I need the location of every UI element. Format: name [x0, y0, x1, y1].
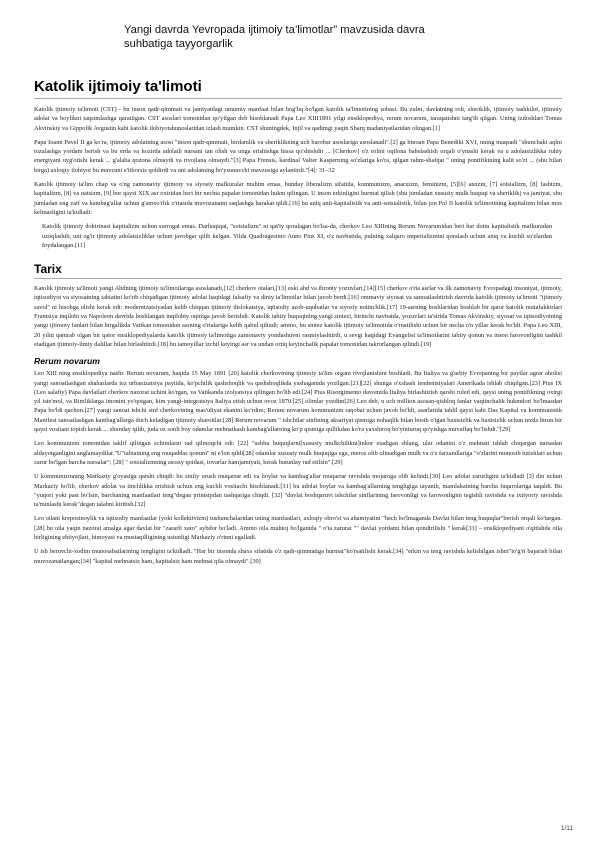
intro-paragraph: Katolik ijtimoiy ta'limoti (CST) - bu inson qadr-qimmati va jamiyatdagi umumiy manfaat bilan bog'liq bo'lgan katolik ta'limotining sohasi. Bu zulm, davlatning roli, sheriklik, ijtimoiy tashkilot, ijtimoiy adolat va boylikni taqsimlashga qaratilgan. CST asoslari tomonidan qo'yilgan deb hisoblanadi Papa Leo XIII1891 yilgi ensiklopediya, rerum novarum, taraqatishni targ'ib qilgan. Uning izdoshlari Tomas Akvinskiy va Gippolik Avgustin kabi katolik ilohiyotshunoslaridan izlash mumkin. CST shuningdek, Injil va qadimgi yaqin Sharq madaniyatlaridan olingan.[1] — [34, 106, 562, 132]
subsection-paragraph: U ish beruvchi-xodim munosabatlarining tengligini ta'kidladi. "Har bir insonda shaxs sifatida o'z qadr-qimmatiga hurmat"ko'rsatilishi kerak.[34] "erkin va teng ravishda kelishilgan ishni"to'g'ri bajarish bilan muvozanatlangan;[34] "kapital mehnatsiz ham, kapitalsiz ham mehnat qila olmaydi".[30] — [34, 548, 562, 565]
section-paragraph: Katolik ijtimoiy ta'limoti yangi Ahdning ijtimoiy ta'limotlariga asoslanadi,[12] cherkov otalari,[13] eski ahd va ibroniy yozuvlari,[14][15] cherkov o'rta asrlar va ilk zamonaviy Evropadagi insoniyat, ijtimoiy, iqtisodiyot va siyosatning tabiatini ko'rib chiqadigan ijtimoiy adolat haqidagi falsafiy va diniy ta'limotlar bilan javob berdi.[16] ommaviy siyosat va sanoatlashtirish davrida katolik ijtimoiy ta'limoti "ijtimoiy savol" ni hisobga olishi kerak edi: modernizatsiyadan kelib chiqqan ijtimoiy dislokatsiya, iqtisodiy azob-uqubatlar va siyosiy notinchlik.[17] 19-asrning boshlaridan boshlab bir qator katolik mutafakkirlari Frantsiya inqilobi va Napoleon davrida boshlangan inqilobiy oqimga javob berishdi. Katolik tabiiy huquqining yangi sintezi, birinchi navbatda, yozuvlari ta'sirida Tomas Akvinskiy, siyosat va iqtisodiyotning yangi ijtimoiy fanlari bilan birgalikda Vatikan tomonidan asrning o'rtalariga kelib qabul qilindi; ammo, bu sintez katolik ijtimoiy ta'limotida o'rnatilishi uchun bir necha o'n yillar kerak bo'ldi. Papa Leo XIII, 20 yilni qamrab olgan bir qator ensiklopediyalarda katolik ijtimoiy ta'limotiga zamonaviy yondashuvni rasmiylashtirdi, u sevgi haqidagi Evangelist ta'limotlarini tabiiy qonun va inson farovonligini tashkil etadigan ijtimoiy-ilmiy dalillar bilan birlashtirdi.[18] bu tamoyillar izchil keyingi asr va undan ortiq keyinchalik papalar tomonidan takrorlangan qilindi.[19] — [34, 285, 562, 348]
section-heading: Tarix — [34, 262, 562, 279]
subsection-paragraph: Leo kommunizm tomonidan taklif qilingan echimlarni rad qilmoqchi edi: [22] "ushbu huquqlarni[xususiy mulkchilikni]inkor etadigan shlang, ular odamni o'z mehnati ishlab chiqargan narsadan aldayotganligini anglamaydilar."U"tabiatning eng muqaddas qonuni" ni e'lon qildi[28] odamlar xususiy mulk huquqiga ega, meros olib olinadigan mulk va o'z farzandlariga "o'zlarini munosib tutishlari uchun zarur bo'lgan barcha narsalar"; [28] " sotsializmning asosiy qoidasi, tovarlar hamjamiyati, kerak butunlay rad etilsin".[29] — [34, 440, 562, 466]
intro-paragraph: Katolik ijtimoiy ta'lim chap va o'ng zamonaviy ijtimoiy va siyosiy mafkuralar muhim emas, bunday liberalizm sifatida, kommunizm, anarxizm, feminizm, [5][6] ateizm, [7] sotsializm, [8] fashizm, kapitalizm, [8] va natsizm, [9] bor qaysi XIX asr oxiridan beri bir nechta papalar tomonidan hukm qilingan. U inson erkinligini hurmat qilish (shu jumladan xususiy mulk huquqi va sheriklik) va jamiyat, shu jumladan eng zaif va kambag'allar uchun g'amxo'rlik o'rtasida muvozanatni saqlashga harakat qildi.[16] bu aniq anti-kapitalistik va anti-sotsialistik, bilan jon Pol II katolik ta'limotining kapitalizm bilan mos kelmasligini ta'kidladi: — [34, 181, 562, 216]
article-title: Katolik ijtimoiy ta'limoti — [34, 78, 562, 99]
subsection-paragraph: Leo XIII ning ensiklopediya nashr. Rerum novarum, haqida 15 May 1891 [20] katolik cherkovining ijtimoiy ta'lim organi rivojlanishini boshladi. Bu Italiya va g'arbiy Evropaning bir paytlar agrar aholisi yangi sanoatlashgan shaharlarda tez urbanizatsiya paytida, ko'pchilik qashshoqlik va qashshoqlikda yashaganida yozilgan.[21][22] shunga o'xshash tendentsiyalari Amerikada ishlab chiqilgan.[23] Pius IX (Leo salafiy) Papa davlatlari cherkov nazorat uchini ko'rgan, va Vatikanda izolyatsiya qilingan bo'lib edi.[24] Pius Risorgimento davomida Italiya birlashtirish qarshi ruled edi, qaysi uning pontifikning oxirgi yil iste'mol, va Rimliklarga imonini yo'qotgan, kim yangi-integratsiya Italiya etish uchun ovoz 1870.[25] olimlar yozdim[26] Leo deb, u uch million asosan-qishloq fanlar vaqtinchalik hukmdori bo'lmasdan Papa bo'ldi qachon.[27] yangi sanoat ishchi sinf cherkovining mas'uliyat ekanini ko'rdim; Rerum novarum kommunizm raqobat uchun javob bo'ldi, asarlarida tahlil qaysi kabi Das Kapital va kommunistik Manifest sanoatlashgan kambag'allarga duch keladigan ijtimoiy sharoitlar.[28] Rerum novarum " ishchilar sinfining aksariyat qismiga nohaqlik bilan bosib o'tgan baxtsizlik va baxtsizlik uchun tezda birun bir qaysi vositani topish kerak ... shunday qilib, juda oz sonli boy odamlar mehnatkash kambag'allarning ko'p qismiga qullikdan ko'ra yaxshiroq bo'yinturuq qo'yishga muvaffaq bo'lishdi."[29] — [34, 370, 562, 434]
article-body — [34, 78, 562, 571]
subsection-paragraph: Leo oilani krepostnoylik va iqtisodiy manfaatlar (yoki kollektivizm) tushunchalaridan uning manfaatlari, axloqiy obro'si va ahamiyatini "hech bo'lmaganda Davlat bilan teng huquqlar"berish orqali ko'targan.[28] bu oila yaqin nazorat amalga agar davlat bir "zararli xato" aybdor bo'ladi. Ammo oila muhtoj bo'lganida " o'ta zarurat "" davlat yordami bilan qondirilishi " kerak[33] – ensiklopediyani o'qitishda oila birligining ehtiyojlari, himoyasi va mustaqilligining ustunligi Markaziy o'rinni egalladi. — [34, 515, 562, 541]
quote-block: Katolik ijtimoiy doktrinasi kapitalizm uchun surrogat emas. Darhaqiqat, "sotsializm" ni qat'iy qoralagan bo'lsa-da, cherkov Leo XIIIning Rerum Novarumidan beri har doim kapitalistik mafkuradan uzoqlashib, uni og'ir ijtimoiy adolatsizliklar uchun javobgar qilib kelgan. Yilda Quadragesimo Anno Pius XI, o'z navbatida, pulning xalqaro imperializmini qoralash uchun aniq va kuchli so'zlardan foydalangan.[11] — [42, 223, 552, 249]
intro-paragraph: Papa Ioann Pavel II ga ko'ra, ijtimoiy adolatning asosi "inson qadr-qimmati, birdamlik va sheriklikning uch barobar asoslariga asoslanadi".[2] ga binoan Papa Benedikt XVI, uning maqsadi "shunchaki aqlni tozalashga yordam berish va bu erda va hozirda adolatli narsani tan olish va unga erishishga hissa qo'shishdir ... [Cherkov] o'z rolini oqilona bahslashish orqali o'ynashi kerak va u adolatsizlikka ruhiy energiyani uyg'otishi kerak ... g'alaba qozona olmaydi va rivojlana olmaydi."[3] Papa Frensis, kardinal Valter Kasperning so'zlariga ko'ra, qilgan rahm-shafqat " uning pontifikining kalit so'zi ... (shu bilan birga) axloqiy ilohiyot bu mavzuni e'tiborsiz qoldirdi va uni adolatning bo'ysunuvchi mavzusiga aylantirdi."[4]: 31–32 — [34, 138, 562, 174]
subsection-heading: Rerum novarum — [34, 356, 100, 367]
document-header: Yangi davrda Yevropada ijtimoiy ta’limotlar” mavzusida davra suhbatiga tayyorgarlik — [124, 24, 425, 50]
page-number: 1/11 — [560, 825, 573, 832]
subsection-paragraph: U kommunizmning Markaziy g'oyasiga qarshi chiqdi: bu sinfiy urush muqarrar edi va boylar va kambag'allar muqarrar ravishda mojaroga olib kelindi.[30] Leo adolat zarurligini ta'kidladi [3] din uchun Markaziy bo'lib, cherkov adolat va tinchlikka erishish uchun eng kuchli vositachi hisoblanadi.[31] bu adolat boylar va kambag'allarning tengligiga tayanib, mamlakatning barcha fuqarolariga taqaldi. Bu "yuqori yoki past bo'lsin, barchaning manfaatlari teng"degan printsipdan tashqariga chiqdi. [32] "davlat boshqaruvi ishchilar sinflarining farovonligi va farovonligini tegishli ravishda va ixtiyoriy ravishda ta'minlashi kerak"degan talabni kiritish.[32] — [34, 473, 562, 509]
